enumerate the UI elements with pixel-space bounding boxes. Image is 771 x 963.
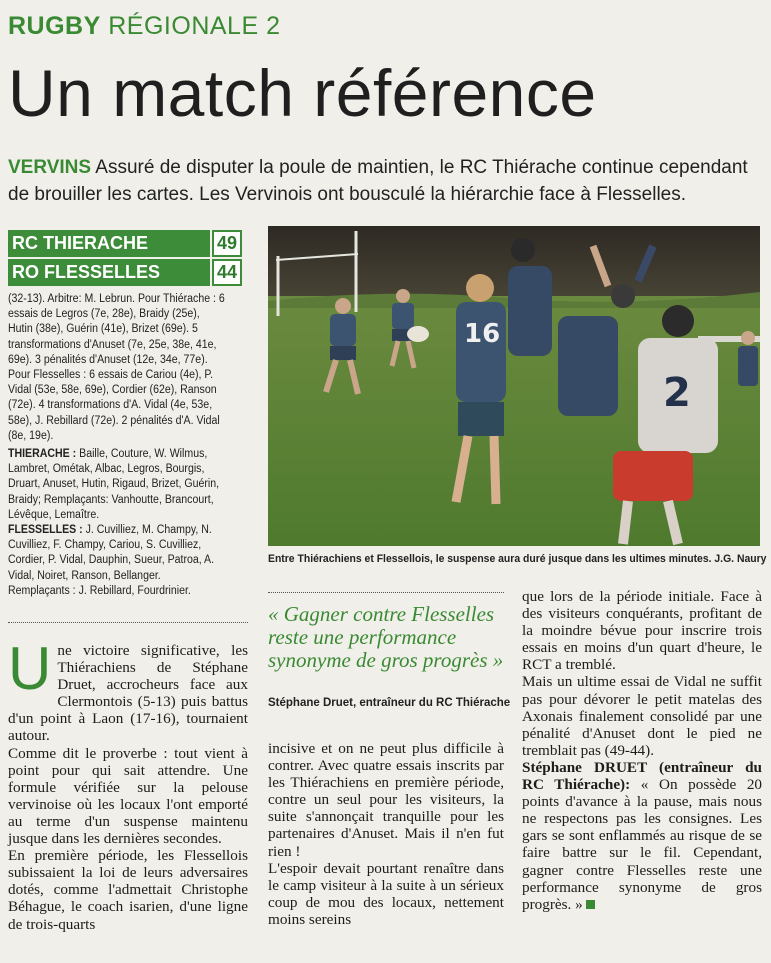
svg-text:2: 2 [663,370,691,416]
away-team-points: 44 [212,259,242,286]
lineup-flesselles-label: FLESSELLES : [8,524,83,537]
paragraph-3: En première période, les Flessellois subissaient la loi de leurs adversaires dotés, comme l'admettait Christophe Béhague, le coach isarien, d'une ligne de trois-quarts [8,847,248,933]
away-team-name: RO FLESSELLES [8,259,210,286]
photo-caption: Entre Thiérachiens et Flessellois, le suspense aura duré jusque dans les ultimes minutes. J.G. Naury [268,553,767,565]
home-team-points: 49 [212,230,242,257]
paragraph-7: Mais un ultime essai de Vidal ne suffit pas pour dévorer le petit matelas des Axonais finalement consolidé par une pénalité d'Anuset dont le pied ne tremblait pas (49-44). [522,673,762,759]
rubric-sport: RUGBY [8,12,101,40]
lineup-thierache-label: THIERACHE : [8,448,77,461]
article-headline: Un match référence [8,56,597,130]
rugby-photo-image [268,226,760,546]
rubric-league: RÉGIONALE 2 [108,12,281,40]
pull-quote-author: Stéphane Druet, entraîneur du RC Thiérache [268,697,511,709]
lineup-thierache-players: Baille, Couture, W. Wilmus, Lambret, Ométak, Albac, Legros, Bourgis, Druart, Anuset, Hutin, Rigaud, Brizet, Guérin, Braidy; Remplaçants: Vanhoutte, Brancourt, Lévêque, Lemaître. [8,448,220,521]
lead-dateline: VERVINS [8,157,92,178]
end-mark-icon [586,900,595,909]
quote-divider-top [268,592,504,593]
paragraph-6: que lors de la période initiale. Face à des visiteurs conquérants, profitant de la moindre bévue pour inscrire trois essais en moins d'un quart d'heure, le RCT a tremblé. [522,588,762,674]
svg-text:16: 16 [464,319,501,349]
match-photo [268,226,760,546]
section-rubric [8,12,280,41]
match-summary: (32-13). Arbitre: M. Lebrun. Pour Thiérache : 6 essais de Legros (7e, 28e), Braidy (25e), Hutin (38e), Guérin (41e), Brizet (69e). 5 transformations d'Anuset (7e, 25e, 38e, 41e, 69e). 3 pénalités d'Anuset (12e, 34e, 77e). Pour Flesselles : 6 essais de Cariou (4e), P. Vidal (53e, 58e, 69e), Cordier (62e), Ranson (72e). 4 transformations d'A. Vidal (4e, 53e, 58e), J. Rebillard (72e). 2 pénalités d'A. Vidal (8e, 19e). [8,293,225,442]
match-details [8,292,225,599]
lineup-thierache [8,447,225,523]
score-row-home [8,230,242,257]
drop-cap: U [8,635,52,702]
paragraph-5: L'espoir devait pourtant renaître dans le camp visiteur à la suite à un sérieux coup de mou des locaux, nettement moins sereins [268,859,504,928]
paragraph-2: Comme dit le proverbe : tout vient à point pour qui sait attendre. Une formule vérifiée sur la pelouse vervinoise où les locaux l'ont emporté au terme d'un suspense maintenu jusque dans les dernières secondes. [8,744,248,848]
paragraph-1: ne victoire significative, les Thiérachiens de Stéphane Druet, accrocheurs face aux Clermontois (5-13) puis battus d'un point à Laon (17-16), tournaient autour. [8,642,248,745]
body-column-1 [8,635,248,933]
paragraph-4: incisive et on ne peut plus difficile à contrer. Avec quatre essais inscrits par les Thiérachiens en première période, contre un seul pour les visiteurs, la suite s'annonçait tranquille pour les partenaires d'Anuset. Mais il n'en fut rien ! [268,740,504,860]
score-row-away [8,259,242,286]
home-team-name: RC THIERACHE [8,230,210,257]
paragraph-8 [522,759,762,913]
score-box [8,230,242,288]
coach-name: Stéphane DRUET (entraîneur du RC Thiérache): [522,758,762,794]
lead-text: Assuré de disputer la poule de maintien, le RC Thiérache continue cependant de brouiller les cartes. Les Vervinois ont bousculé la hiérarchie face à Flesselles. [8,157,748,205]
coach-quote: « On possède 20 points d'avance à la pause, mais nous ne respectons pas les consignes. Les gars se sont enflammés au risque de se faire battre sur le fil. Cependant, gagner contre Flesselles reste une performance synonyme de gros progrès. » [522,776,763,913]
lineup-flesselles-players: J. Cuvilliez, M. Champy, N. Cuvilliez, F. Champy, Cariou, S. Cuvilliez, Cordier, P. Vidal, Dauphin, Sueur, Patroa, A. Vidal, Noiret, Ranson, Bellanger. Remplaçants : J. Rebillard, Fourdrinier. [8,524,215,597]
details-divider [8,622,248,623]
article-lead [8,154,763,208]
lineup-flesselles [8,523,225,599]
body-column-3 [522,588,762,913]
pull-quote: « Gagner contre Flesselles reste une performance synonyme de gros progrès » [268,602,504,672]
body-column-2 [268,740,504,928]
